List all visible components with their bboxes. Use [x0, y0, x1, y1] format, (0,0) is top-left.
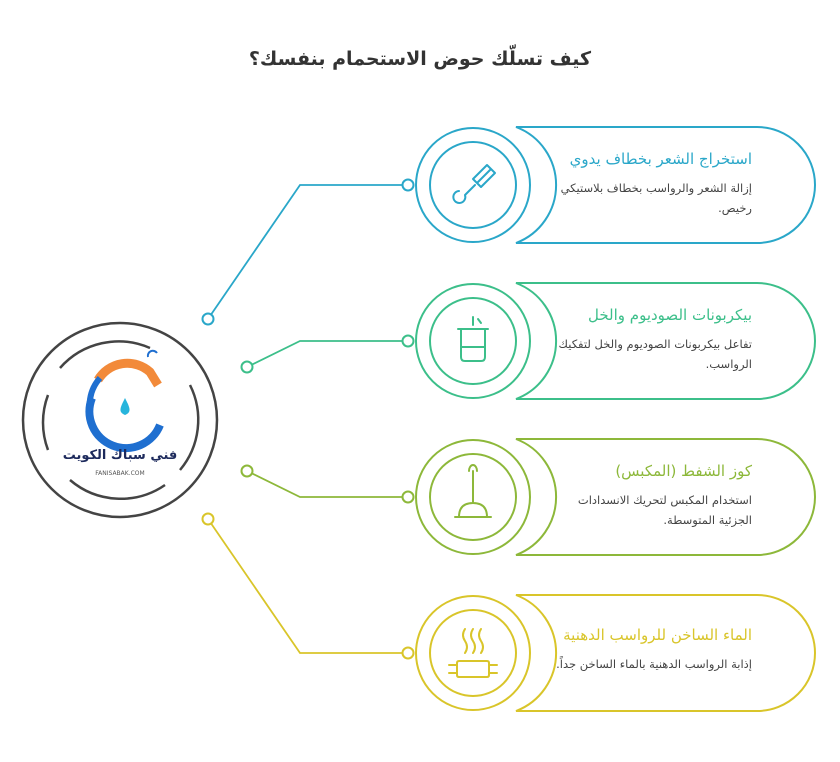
card-desc: تفاعل بيكربونات الصوديوم والخل لتفكيك الرواسب.: [558, 337, 752, 371]
connector-1: [208, 185, 402, 319]
logo-text: [60, 446, 180, 478]
icon-ring: [430, 142, 516, 228]
card-desc: إزالة الشعر والرواسب بخطاف بلاستيكي رخيص.: [560, 181, 752, 215]
hook-icon: [453, 165, 495, 203]
connector-2: [247, 341, 402, 367]
logo-name: فني سباك الكويت: [62, 448, 178, 463]
logo-url: FANISABAK.COM: [95, 470, 145, 477]
card-hot-water: [552, 624, 752, 674]
card-title: كوز الشفط (المكبس): [615, 462, 752, 480]
connector-4: [208, 519, 402, 653]
card-desc: إذابة الرواسب الدهنية بالماء الساخن جداً.: [556, 657, 752, 671]
card-title: بيكربونات الصوديوم والخل: [588, 306, 752, 324]
connector-dots: [203, 180, 414, 659]
plunger-icon: [455, 465, 491, 517]
logo-icon: [89, 351, 160, 448]
card-title: الماء الساخن للرواسب الدهنية: [563, 626, 752, 644]
card-desc: استخدام المكبس لتحريك الانسدادات الجزئية المتوسطة.: [577, 493, 752, 527]
page-title: كيف تسلّك حوض الاستحمام بنفسك؟: [248, 48, 592, 70]
hub-circle: [23, 323, 217, 517]
card-hair-hook: [552, 148, 752, 218]
beaker-icon: [458, 317, 488, 361]
connector-3: [247, 471, 402, 497]
hot-water-icon: [449, 629, 497, 677]
card-baking-soda: [552, 304, 752, 374]
icon-ring: [430, 298, 516, 384]
icon-ring: [416, 284, 530, 398]
card-title: استخراج الشعر بخطاف يدوي: [569, 150, 752, 168]
icon-ring: [416, 128, 530, 242]
card-plunger: [552, 460, 752, 530]
